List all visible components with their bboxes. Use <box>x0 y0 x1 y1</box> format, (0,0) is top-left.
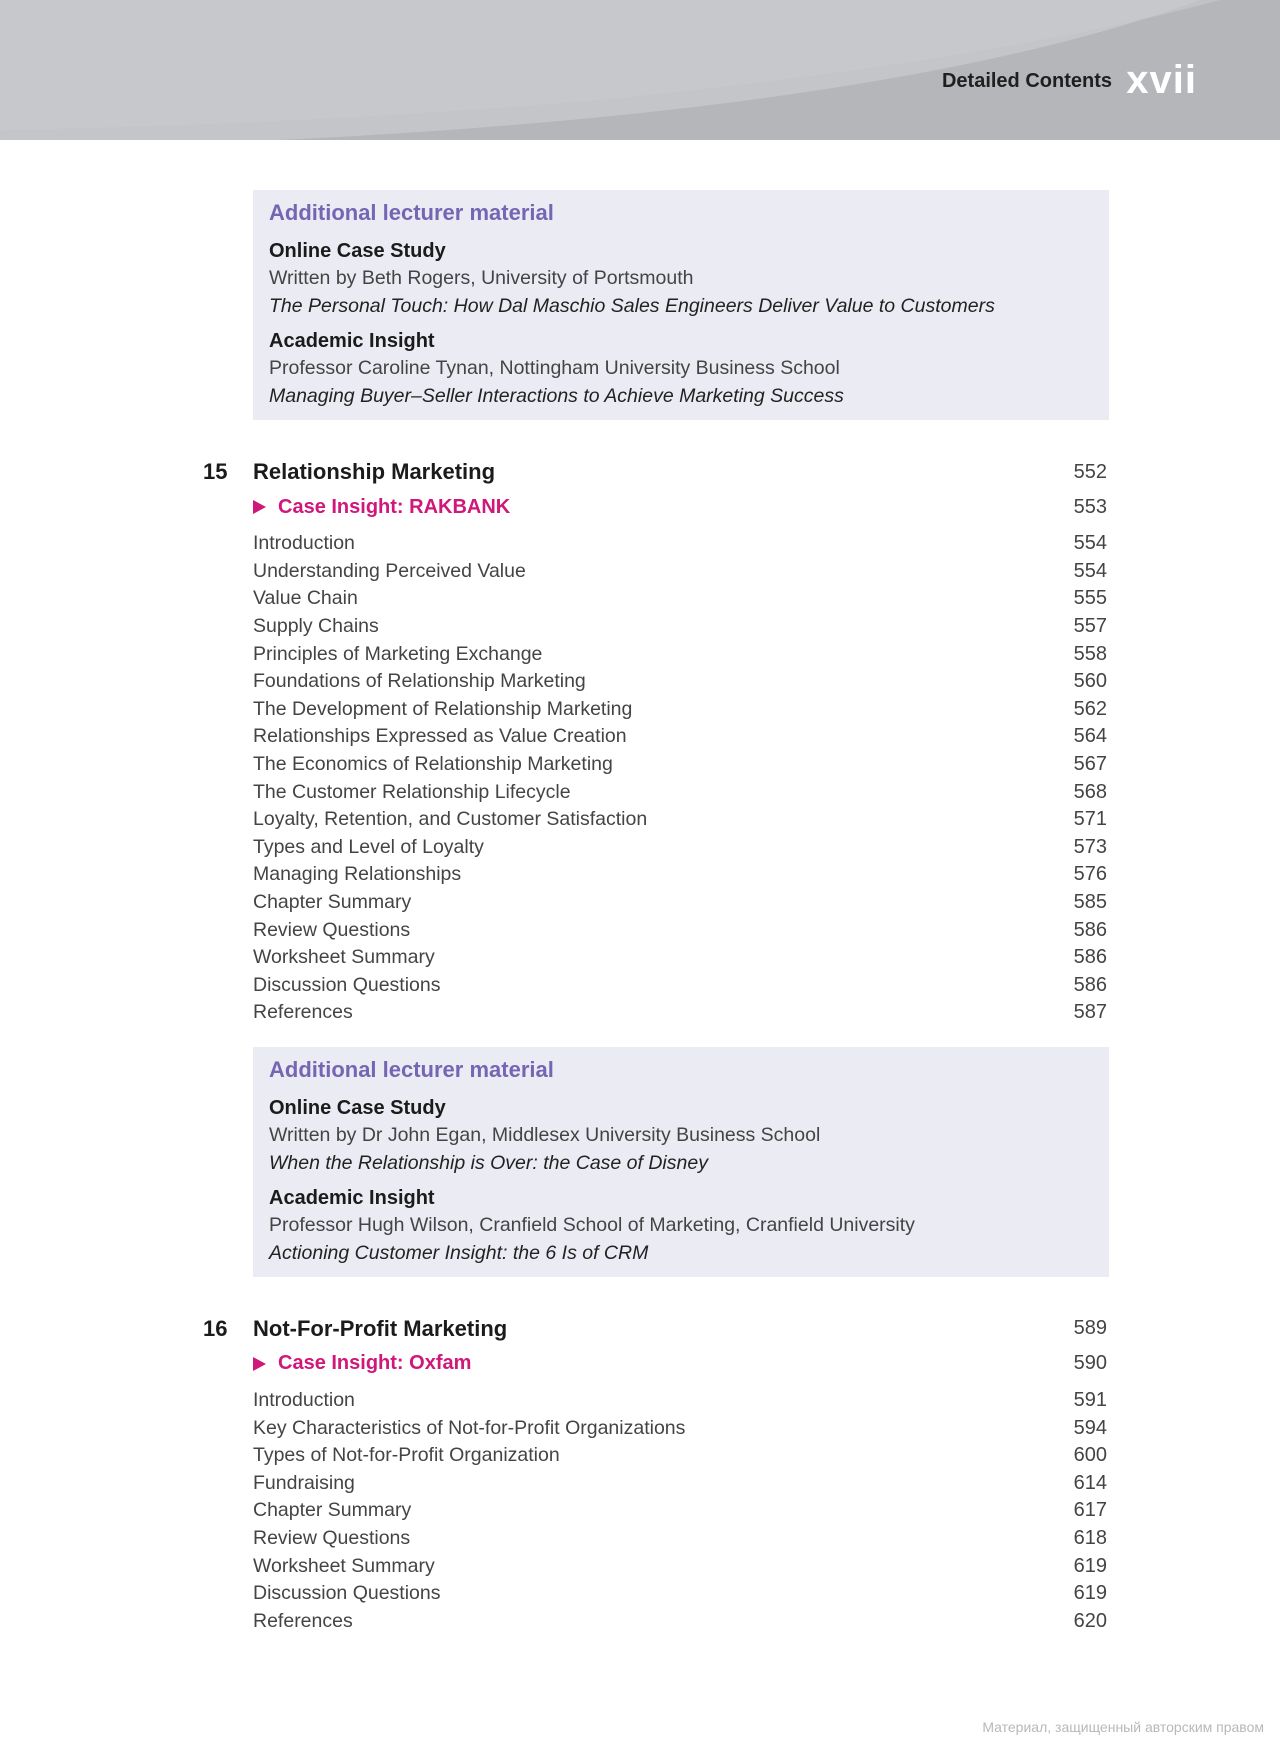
case-insight-page: 590 <box>1073 1352 1107 1375</box>
toc-entry[interactable] <box>0 778 1107 806</box>
section-list <box>0 530 1280 1027</box>
running-header-title: Detailed Contents <box>941 70 1112 92</box>
online-case-title: When the Relationship is Over: the Case of Disney <box>269 1151 708 1174</box>
chapter-16 <box>0 1311 1280 1635</box>
toc-entry-page: 594 <box>1073 1416 1107 1439</box>
toc-entry-title: Review Questions <box>253 918 411 941</box>
toc-entry-page: 554 <box>1073 532 1107 555</box>
toc-entry-title: Foundations of Relationship Marketing <box>253 670 586 693</box>
toc-entry[interactable] <box>0 834 1107 862</box>
toc-entry-title: The Customer Relationship Lifecycle <box>253 780 571 803</box>
toc-entry[interactable] <box>0 916 1107 944</box>
toc-entry[interactable] <box>0 889 1107 917</box>
toc-entry-page: 571 <box>1073 808 1107 831</box>
toc-entry-title: Principles of Marketing Exchange <box>253 642 543 665</box>
case-insight-page: 553 <box>1073 495 1107 518</box>
toc-entry-page: 564 <box>1073 725 1107 748</box>
toc-entry[interactable] <box>0 999 1107 1027</box>
case-insight-label: Case Insight: Oxfam <box>278 1352 472 1375</box>
toc-entry[interactable] <box>0 696 1107 724</box>
box-heading: Additional lecturer material <box>269 1056 554 1082</box>
online-case-study <box>269 238 1093 320</box>
online-case-label: Online Case Study <box>269 1096 446 1119</box>
toc-entry-title: Types and Level of Loyalty <box>253 835 484 858</box>
toc-entry-page: 554 <box>1073 559 1107 582</box>
chapter-page: 552 <box>1073 460 1107 483</box>
case-insight-row[interactable] <box>0 490 1107 524</box>
toc-entry-title: Key Characteristics of Not-for-Profit Organizations <box>253 1416 686 1439</box>
toc-entry-title: Review Questions <box>253 1526 411 1549</box>
toc-entry[interactable] <box>0 613 1107 641</box>
toc-entry[interactable] <box>0 640 1107 668</box>
triangle-bullet-icon <box>253 500 266 514</box>
toc-entry-title: Relationships Expressed as Value Creation <box>253 725 627 748</box>
chapter-number: 15 <box>203 459 228 484</box>
toc-entry-page: 568 <box>1073 780 1107 803</box>
toc-entry-page: 619 <box>1073 1582 1107 1605</box>
online-case-title: The Personal Touch: How Dal Maschio Sales Engineers Deliver Value to Customers <box>269 295 995 317</box>
online-case-author: Written by Dr John Egan, Middlesex University Business School <box>269 1123 821 1146</box>
toc-entry-title: Fundraising <box>253 1471 355 1494</box>
toc-entry-title: Worksheet Summary <box>253 946 435 969</box>
toc-entry-page: 586 <box>1073 946 1107 969</box>
toc-entry-page: 600 <box>1073 1444 1107 1467</box>
toc-entry-page: 619 <box>1073 1554 1107 1577</box>
toc-entry[interactable] <box>0 944 1107 972</box>
chapter-heading-row[interactable] <box>0 454 1107 490</box>
toc-entry-page: 620 <box>1073 1609 1107 1632</box>
toc-entry-title: Understanding Perceived Value <box>253 559 526 582</box>
copyright-watermark: Материал, защищенный авторским правом <box>982 1719 1264 1735</box>
lecturer-material-box <box>253 1047 1109 1277</box>
chapter-heading-row[interactable] <box>0 1311 1107 1347</box>
toc-entry-page: 555 <box>1073 587 1107 610</box>
academic-insight <box>269 1185 1093 1267</box>
case-insight-label: Case Insight: RAKBANK <box>278 495 511 518</box>
chapter-15 <box>0 454 1280 1027</box>
toc-entry[interactable] <box>0 806 1107 834</box>
toc-entry[interactable] <box>0 1607 1107 1635</box>
toc-entry-title: Discussion Questions <box>253 973 441 996</box>
toc-entry-title: Introduction <box>253 532 355 555</box>
toc-entry-title: Chapter Summary <box>253 1499 412 1522</box>
toc-entry-page: 573 <box>1073 835 1107 858</box>
toc-entry[interactable] <box>0 1497 1107 1525</box>
toc-entry-title: Worksheet Summary <box>253 1554 435 1577</box>
toc-entry[interactable] <box>0 1414 1107 1442</box>
online-case-label: Online Case Study <box>269 240 446 262</box>
triangle-bullet-icon <box>253 1357 266 1371</box>
toc-entry-title: Loyalty, Retention, and Customer Satisfaction <box>253 808 648 831</box>
box-heading: Additional lecturer material <box>269 200 554 225</box>
toc-entry-title: Value Chain <box>253 587 358 610</box>
online-case-study <box>269 1095 1093 1177</box>
toc-entry-title: The Development of Relationship Marketing <box>253 697 633 720</box>
chapter-number: 16 <box>203 1315 228 1341</box>
toc-entry[interactable] <box>0 668 1107 696</box>
academic-insight-author: Professor Caroline Tynan, Nottingham University Business School <box>269 357 840 379</box>
chapter-title: Not-For-Profit Marketing <box>253 1315 508 1341</box>
toc-entry-title: Introduction <box>253 1388 355 1411</box>
toc-entry[interactable] <box>0 1552 1107 1580</box>
academic-insight-label: Academic Insight <box>269 330 435 352</box>
toc-entry-title: References <box>253 1001 353 1024</box>
toc-entry[interactable] <box>0 1469 1107 1497</box>
academic-insight-label: Academic Insight <box>269 1186 435 1209</box>
toc-entry[interactable] <box>0 751 1107 779</box>
toc-entry[interactable] <box>0 861 1107 889</box>
toc-entry-page: 560 <box>1073 670 1107 693</box>
toc-entry-page: 562 <box>1073 697 1107 720</box>
toc-entry-page: 557 <box>1073 615 1107 638</box>
toc-entry-page: 618 <box>1073 1526 1107 1549</box>
chapter-title: Relationship Marketing <box>253 459 496 484</box>
toc-entry-page: 617 <box>1073 1499 1107 1522</box>
toc-entry-page: 576 <box>1073 863 1107 886</box>
academic-insight-title: Managing Buyer–Seller Interactions to Achieve Marketing Success <box>269 385 844 407</box>
toc-entry[interactable] <box>0 558 1107 586</box>
toc-entry[interactable] <box>0 585 1107 613</box>
page-number: xvii <box>1126 58 1197 102</box>
toc-entry-page: 586 <box>1073 973 1107 996</box>
section-list <box>0 1387 1280 1635</box>
online-case-author: Written by Beth Rogers, University of Portsmouth <box>269 267 694 289</box>
toc-entry-title: Managing Relationships <box>253 863 462 886</box>
toc-entry-title: The Economics of Relationship Marketing <box>253 753 613 776</box>
toc-entry-title: Chapter Summary <box>253 891 412 914</box>
toc-entry-title: Discussion Questions <box>253 1582 441 1605</box>
toc-entry[interactable] <box>0 1387 1107 1415</box>
toc-entry-title: References <box>253 1609 353 1632</box>
toc-entry[interactable] <box>0 1442 1107 1470</box>
chapter-page: 589 <box>1073 1317 1107 1340</box>
toc-entry-page: 567 <box>1073 753 1107 776</box>
toc-entry-page: 585 <box>1073 891 1107 914</box>
page-header <box>0 0 1280 140</box>
academic-insight-title: Actioning Customer Insight: the 6 Is of CRM <box>269 1241 649 1264</box>
academic-insight-author: Professor Hugh Wilson, Cranfield School of Marketing, Cranfield University <box>269 1213 915 1236</box>
academic-insight <box>269 328 1093 410</box>
toc-entry[interactable] <box>0 972 1107 1000</box>
toc-entry-page: 614 <box>1073 1471 1107 1494</box>
toc-entry-page: 587 <box>1073 1001 1107 1024</box>
toc-entry[interactable] <box>0 1525 1107 1553</box>
toc-entry-title: Types of Not-for-Profit Organization <box>253 1444 560 1467</box>
toc-entry[interactable] <box>0 1580 1107 1608</box>
toc-entry-page: 558 <box>1073 642 1107 665</box>
toc-entry-title: Supply Chains <box>253 615 379 638</box>
toc-entry[interactable] <box>0 530 1107 558</box>
toc-entry[interactable] <box>0 723 1107 751</box>
case-insight-row[interactable] <box>0 1347 1107 1381</box>
lecturer-material-box <box>253 190 1109 420</box>
toc-content <box>0 190 1280 1635</box>
toc-entry-page: 586 <box>1073 918 1107 941</box>
toc-entry-page: 591 <box>1073 1388 1107 1411</box>
